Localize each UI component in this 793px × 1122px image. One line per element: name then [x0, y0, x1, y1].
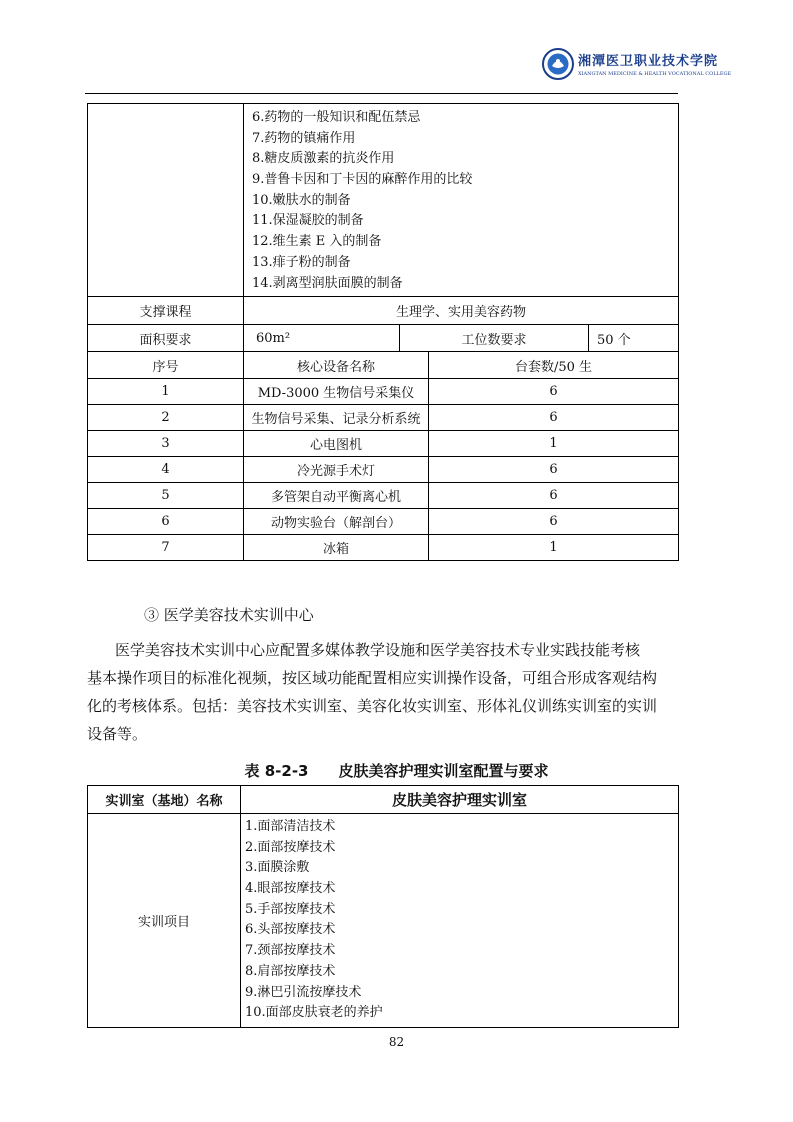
school-name-en: XIANGTAN MEDICINE & HEALTH VOCATIONAL COLLEGE	[578, 71, 732, 77]
list-item: 8.糖皮质激素的抗炎作用	[252, 151, 395, 167]
empty-label-cell	[88, 104, 244, 297]
seq-cell: 1	[88, 379, 244, 405]
paragraph-line: 医学美容技术实训中心应配置多媒体教学设施和医学美容技术专业实践技能考核	[115, 641, 641, 659]
table-row	[88, 535, 679, 561]
list-item: 6.头部按摩技术	[245, 922, 336, 938]
list-item: 10.面部皮肤衰老的养护	[245, 1005, 383, 1021]
list-item: 3.面膜涂敷	[245, 860, 310, 876]
table-row	[88, 405, 679, 431]
training-items-row	[88, 814, 679, 1028]
paragraph-line: 化的考核体系。包括：美容技术实训室、美容化妆实训室、形体礼仪训练实训室的实训	[87, 697, 658, 715]
experiment-list-cell	[244, 104, 679, 297]
lab-name-value: 皮肤美容护理实训室	[241, 786, 679, 814]
list-item: 9.淋巴引流按摩技术	[245, 984, 362, 1000]
school-name-cn: 湘潭医卫职业技术学院	[578, 54, 719, 69]
equipment-name-cell: 多管架自动平衡离心机	[244, 483, 429, 509]
seq-cell: 2	[88, 405, 244, 431]
table2-header-row	[88, 786, 679, 814]
seq-cell: 5	[88, 483, 244, 509]
school-logo	[542, 48, 574, 80]
support-course-label: 支撑课程	[88, 297, 244, 325]
equipment-name-cell: 冰箱	[244, 535, 429, 561]
equipment-name-cell: 动物实验台（解剖台）	[244, 509, 429, 535]
col-count-header: 台套数/50 生	[429, 352, 679, 379]
station-label: 工位数要求	[400, 325, 589, 352]
count-cell: 1	[429, 535, 679, 561]
table-row	[88, 483, 679, 509]
list-item: 1.面部清洁技术	[245, 819, 336, 834]
count-cell: 1	[429, 431, 679, 457]
support-course-value: 生理学、实用美容药物	[244, 297, 679, 325]
paragraph-line: 基本操作项目的标准化视频，按区域功能配置相应实训操作设备，可组合形成客观结构	[87, 669, 658, 687]
count-cell: 6	[429, 379, 679, 405]
station-value: 50 个	[589, 325, 679, 352]
paragraph-line: 设备等。	[87, 725, 148, 743]
col-seq-header: 序号	[88, 352, 244, 379]
seq-cell: 4	[88, 457, 244, 483]
list-item: 11.保湿凝胶的制备	[252, 213, 364, 229]
lab-name-header: 实训室（基地）名称	[88, 786, 241, 814]
table-row	[88, 379, 679, 405]
support-course-row	[88, 297, 679, 325]
equipment-name-cell: MD-3000 生物信号采集仪	[244, 379, 429, 405]
list-item: 7.颈部按摩技术	[245, 943, 336, 959]
list-item: 4.眼部按摩技术	[245, 881, 336, 897]
training-items-cell	[241, 814, 679, 1028]
skin-care-lab-table	[87, 785, 679, 1028]
area-label: 面积要求	[88, 325, 244, 352]
list-item: 9.普鲁卡因和丁卡因的麻醉作用的比较	[252, 172, 473, 188]
count-cell: 6	[429, 457, 679, 483]
equipment-name-cell: 心电图机	[244, 431, 429, 457]
list-item: 10.嫩肤水的制备	[252, 192, 351, 208]
list-item: 2.面部按摩技术	[245, 839, 336, 855]
section-title: ③ 医学美容技术实训中心	[144, 606, 314, 624]
area-value: 60m²	[244, 325, 400, 352]
table-caption: 表 8-2-3 皮肤美容护理实训室配置与要求	[244, 762, 549, 780]
list-item: 7.药物的镇痛作用	[252, 130, 356, 146]
list-item: 12.维生素 E 入的制备	[252, 234, 382, 250]
list-item: 5.手部按摩技术	[245, 901, 336, 917]
header-divider	[85, 93, 678, 94]
seq-cell: 7	[88, 535, 244, 561]
count-cell: 6	[429, 483, 679, 509]
seq-cell: 3	[88, 431, 244, 457]
col-name-header: 核心设备名称	[244, 352, 429, 379]
training-items-label: 实训项目	[88, 814, 241, 1028]
table-row	[88, 509, 679, 535]
list-item: 6.药物的一般知识和配伍禁忌	[252, 110, 421, 125]
list-item: 14.剥离型润肤面膜的制备	[252, 275, 403, 291]
school-name	[578, 50, 731, 77]
count-cell: 6	[429, 405, 679, 431]
experiment-list-row	[88, 104, 679, 297]
page-number: 82	[388, 1035, 405, 1049]
list-item: 13.痱子粉的制备	[252, 254, 351, 270]
seq-cell: 6	[88, 509, 244, 535]
table-row	[88, 431, 679, 457]
equipment-name-cell: 生物信号采集、记录分析系统	[244, 405, 429, 431]
equipment-header-row	[88, 352, 679, 379]
table-row	[88, 457, 679, 483]
count-cell: 6	[429, 509, 679, 535]
area-row	[88, 325, 679, 352]
equipment-name-cell: 冷光源手术灯	[244, 457, 429, 483]
lab-config-table	[87, 103, 679, 561]
list-item: 8.肩部按摩技术	[245, 963, 336, 979]
